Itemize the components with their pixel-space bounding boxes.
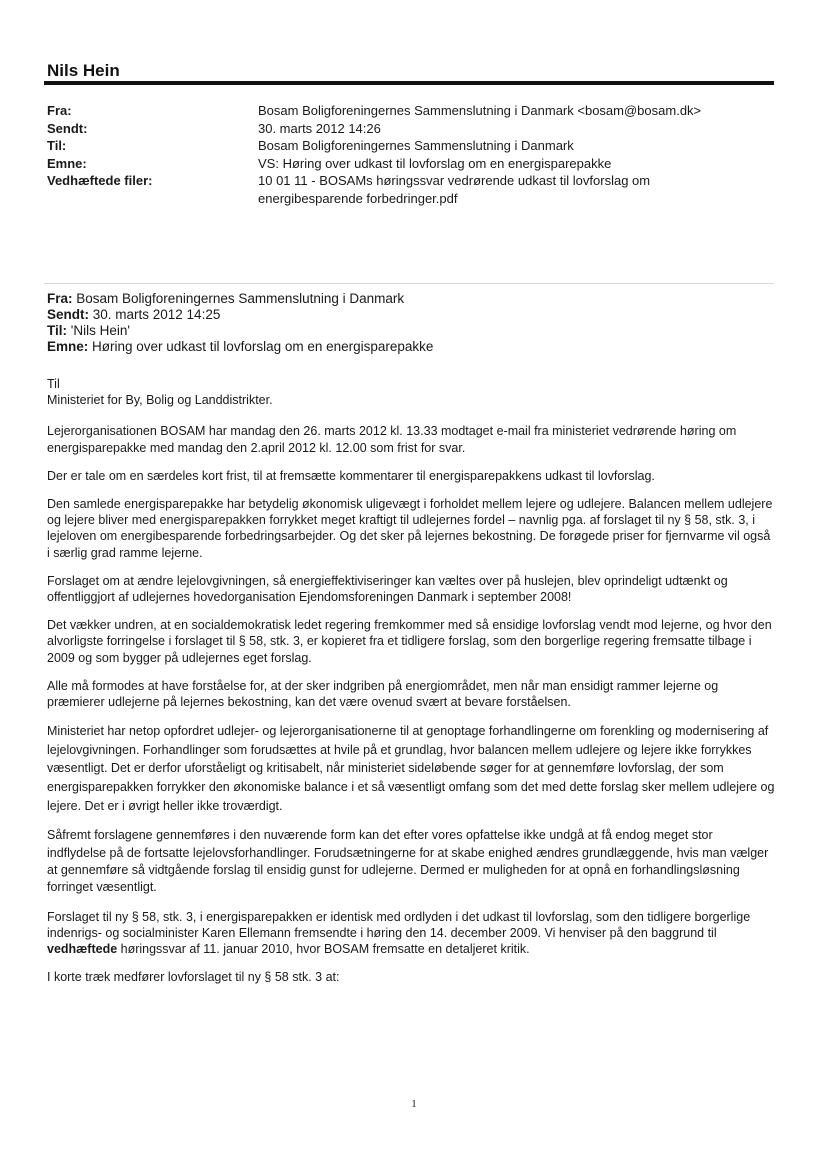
fwd-sent-label: Sendt: [47,307,89,322]
email-sender-name: Nils Hein [47,61,120,80]
paragraph-9-text-b: høringssvar af 11. januar 2010, hvor BOSAM fremsatte en detaljeret kritik. [117,942,530,957]
paragraph-9-text-a: Forslaget til ny § 58, stk. 3, i energisparepakken er identisk med ordlyden i det udkast til lovforslag, som den tidligere borgerlige indenrigs- og socialminister Karen Ellemann fremsendte i høring den 14. december 2009. Vi henviser på den baggrund til [47,909,751,941]
forwarded-header [47,291,767,355]
paragraph-5: Det vækker undren, at en socialdemokratisk ledet regering fremkommer med så ensidige lovforslag vendt mod lejerne, og hvor den alvorligste forringelse i forslaget til § 58, stk. 3, er kopieret fra et tidligere forslag, som den borgerlige regering fremsatte tilbage i 2009 og som bygger på udlejernes eget forslag. [47,618,772,665]
header-rule [44,81,774,85]
paragraph-9-bold: vedhæftede [47,942,118,957]
meta-sent-row [47,120,767,138]
meta-from-value: Bosam Boligforeningernes Sammenslutning i Danmark <bosam@bosam.dk> [258,103,702,118]
greeting-line-1: Til [47,377,60,391]
meta-attachments-label: Vedhæftede filer: [47,173,153,188]
meta-subject-label: Emne: [47,155,87,171]
meta-from-label: Fra: [47,103,72,118]
paragraph-1: Lejerorganisationen BOSAM har mandag den 26. marts 2012 kl. 13.33 modtaget e-mail fra ministeriet vedrørende høring om energisparepakke med mandag den 2.april 2012 kl. 12.00 som frist for svar. [47,424,737,455]
meta-attachments-row [47,172,767,207]
email-meta [47,102,767,207]
fwd-sent-line [47,307,767,323]
letter-body [47,376,775,998]
fwd-to-label: Til: [47,323,67,338]
paragraph-2: Der er tale om en særdeles kort frist, til at fremsætte kommentarer til energisparepakkens udkast til lovforslag. [47,468,655,483]
fwd-subject-line [47,339,767,355]
meta-sent-value: 30. marts 2012 14:26 [258,120,381,136]
fwd-subject-label: Emne: [47,339,89,354]
fwd-to-line [47,323,767,339]
forward-divider [44,283,774,284]
paragraph-7: Ministeriet har netop opfordret udlejer- og lejerorganisationerne til at genoptage forhandlingerne om forenkling og modernisering af lejelovgivningen. Forhandlinger som forudsættes at hvile på et grundlag, hvor balancen mellem udlejere og lejere ikke forrykkes væsentligt. Det er derfor uforståeligt og kritisabelt, når ministeriet sideløbende søger for at gennemføre lovforslag, der som energisparepakken forrykker den økonomiske balance i et så væsentligt omfang som det med dette forslag sker mellem udlejere og lejere. Det er i øvrigt heller ikke troværdigt. [47,724,775,813]
paragraph-4: Forslaget om at ændre lejelovgivningen, så energieffektiviseringer kan væltes over på huslejen, blev oprindeligt udtænkt og offentliggjort af udlejernes hovedorganisation Ejendomsforeningen Danmark i september 2008! [47,573,728,605]
paragraph-9 [47,909,775,958]
fwd-from-line [47,291,767,307]
meta-subject-row [47,155,767,173]
meta-subject-value: VS: Høring over udkast til lovforslag om en energisparepakke [258,155,612,171]
fwd-to-value: 'Nils Hein' [67,323,130,338]
meta-to-value: Bosam Boligforeningernes Sammenslutning i Danmark [258,138,574,153]
meta-from-row [47,102,767,120]
paragraph-6: Alle må formodes at have forståelse for, at der sker indgriben på energiområdet, men når man ensidigt rammer lejerne og præmierer udlejerne på lejernes bekostning, kan det være ovenud svært at bevare forståelsen. [47,678,719,710]
meta-to-row [47,137,767,155]
paragraph-10: I korte træk medfører lovforslaget til ny § 58 stk. 3 at: [47,970,340,985]
paragraph-3: Den samlede energisparepakke har betydelig økonomisk uligevægt i forholdet mellem lejere og udlejere. Balancen mellem udlejere og lejere bliver med energisparepakken forrykket meget kraftigt til udlejernes fordel – navnlig pga. af forslaget til ny § 58, stk. 3, i lejeloven om energibesparende forbedringsarbejder. Og det sker på lejernes bekostning. De forøgede priser for fjernvarme vil også i særlig grad ramme lejerne. [47,497,773,560]
paragraph-8: Såfremt forslagene gennemføres i den nuværende form kan det efter vores opfattelse ikke undgå at få endog meget stor indflydelse på de fortsatte lejelovsforhandlinger. Forudsætningerne for at skabe enighed ændres grundlæggende, hvis man vælger at gennemføre så vidtgående forslag til ensidig gunst for udlejerne. Dermed er muligheden for at opnå en forhandlingsløsning forringet væsentligt. [47,828,769,895]
meta-to-label: Til: [47,138,67,153]
page-number: 1 [411,1098,417,1110]
greeting-line-2: Ministeriet for By, Bolig og Landdistrikter. [47,393,273,408]
meta-sent-label: Sendt: [47,120,88,136]
meta-attachment-file: 10 01 11 - BOSAMs høringssvar vedrørende udkast til lovforslag om energibesparende forbedringer.pdf [258,173,651,206]
fwd-subject-value: Høring over udkast til lovforslag om en energisparepakke [88,339,434,354]
fwd-from-label: Fra: [47,291,73,306]
fwd-from-value: Bosam Boligforeningernes Sammenslutning i Danmark [72,291,405,306]
fwd-sent-value: 30. marts 2012 14:25 [89,307,221,322]
